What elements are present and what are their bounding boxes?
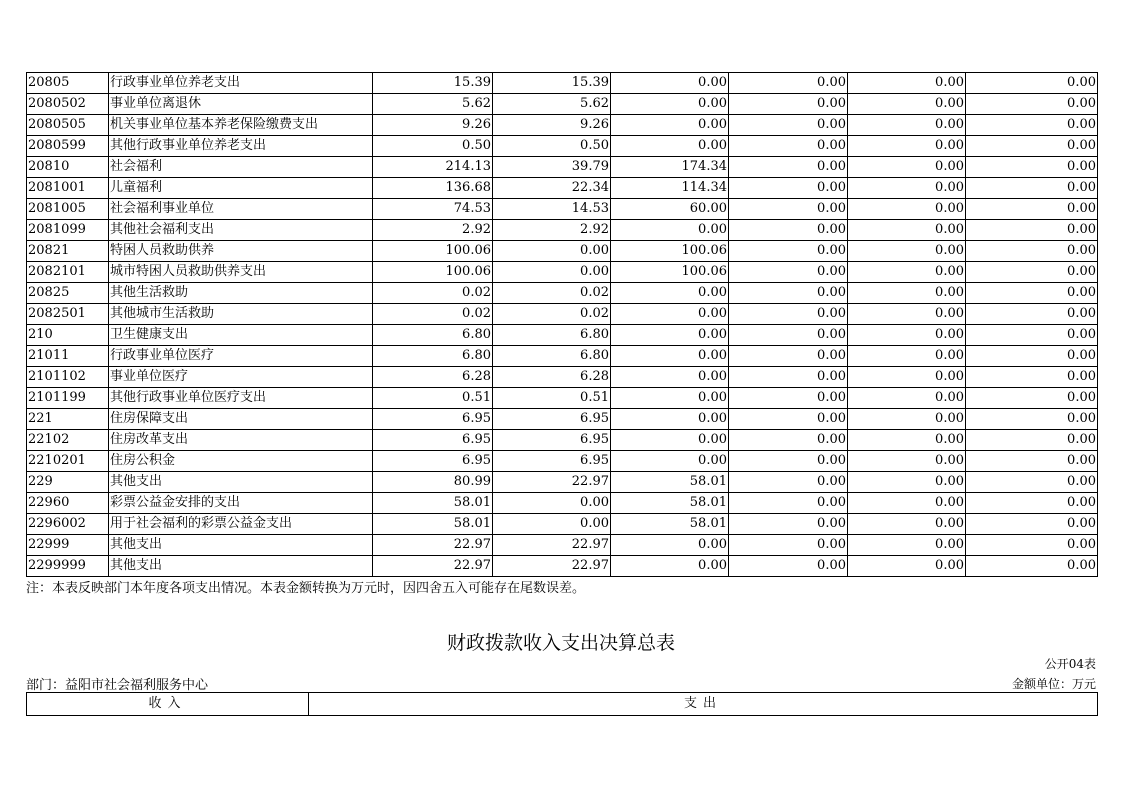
row-value: 0.00 [848, 388, 966, 409]
row-value: 0.00 [493, 514, 611, 535]
table-row [27, 178, 1098, 199]
row-value: 136.68 [373, 178, 493, 199]
row-value: 0.00 [729, 262, 848, 283]
row-value: 0.00 [729, 493, 848, 514]
row-value: 6.80 [373, 325, 493, 346]
row-name: 彩票公益金安排的支出 [109, 493, 373, 514]
table-row [27, 451, 1098, 472]
row-value: 39.79 [493, 157, 611, 178]
row-value: 22.97 [493, 472, 611, 493]
table-row [27, 535, 1098, 556]
row-name: 行政事业单位医疗 [109, 346, 373, 367]
row-value: 0.00 [848, 472, 966, 493]
row-value: 0.00 [611, 304, 729, 325]
row-value: 58.01 [611, 493, 729, 514]
table-row [27, 241, 1098, 262]
row-value: 6.28 [373, 367, 493, 388]
row-value: 0.00 [729, 220, 848, 241]
row-value: 6.95 [373, 409, 493, 430]
row-code: 2080502 [27, 94, 109, 115]
table-row [27, 304, 1098, 325]
row-code: 2082501 [27, 304, 109, 325]
row-value: 0.00 [611, 556, 729, 577]
row-value: 0.00 [729, 346, 848, 367]
row-value: 0.00 [848, 535, 966, 556]
row-name: 其他支出 [109, 556, 373, 577]
row-value: 0.00 [966, 115, 1098, 136]
row-value: 0.00 [729, 304, 848, 325]
row-name: 住房改革支出 [109, 430, 373, 451]
row-value: 0.00 [729, 388, 848, 409]
row-value: 0.02 [493, 304, 611, 325]
row-value: 22.97 [373, 556, 493, 577]
row-value: 0.00 [729, 94, 848, 115]
row-name: 社会福利 [109, 157, 373, 178]
row-code: 210 [27, 325, 109, 346]
row-value: 0.51 [493, 388, 611, 409]
row-value: 0.00 [493, 262, 611, 283]
table-row [27, 94, 1098, 115]
row-name: 事业单位医疗 [109, 367, 373, 388]
row-value: 58.01 [373, 493, 493, 514]
row-value: 0.00 [611, 73, 729, 94]
row-value: 0.00 [848, 136, 966, 157]
row-value: 0.00 [848, 220, 966, 241]
row-value: 0.00 [848, 73, 966, 94]
row-value: 0.00 [611, 220, 729, 241]
row-value: 0.00 [729, 556, 848, 577]
row-value: 0.00 [848, 514, 966, 535]
row-value: 0.00 [848, 430, 966, 451]
row-name: 机关事业单位基本养老保险缴费支出 [109, 115, 373, 136]
row-code: 2080505 [27, 115, 109, 136]
row-value: 6.80 [373, 346, 493, 367]
row-code: 2081099 [27, 220, 109, 241]
row-value: 0.00 [848, 241, 966, 262]
row-value: 6.95 [373, 451, 493, 472]
row-code: 2101102 [27, 367, 109, 388]
row-name: 其他行政事业单位养老支出 [109, 136, 373, 157]
row-code: 20805 [27, 73, 109, 94]
row-value: 0.00 [848, 493, 966, 514]
row-name: 事业单位离退休 [109, 94, 373, 115]
row-code: 229 [27, 472, 109, 493]
row-value: 0.00 [729, 283, 848, 304]
row-value: 0.00 [848, 199, 966, 220]
table-row [27, 73, 1098, 94]
row-value: 0.00 [848, 115, 966, 136]
row-value: 0.00 [966, 556, 1098, 577]
row-value: 0.00 [729, 430, 848, 451]
row-code: 2210201 [27, 451, 109, 472]
row-value: 5.62 [493, 94, 611, 115]
row-code: 2296002 [27, 514, 109, 535]
table-row [27, 493, 1098, 514]
row-value: 0.00 [966, 472, 1098, 493]
row-value: 2.92 [373, 220, 493, 241]
row-code: 2081005 [27, 199, 109, 220]
row-value: 0.00 [966, 283, 1098, 304]
row-value: 0.00 [729, 325, 848, 346]
row-value: 0.00 [729, 409, 848, 430]
row-value: 0.00 [611, 325, 729, 346]
table-row [27, 430, 1098, 451]
income-header: 收入 [27, 693, 309, 716]
row-value: 0.00 [611, 451, 729, 472]
row-value: 60.00 [611, 199, 729, 220]
row-value: 58.01 [373, 514, 493, 535]
row-value: 0.02 [373, 283, 493, 304]
row-value: 0.00 [611, 409, 729, 430]
row-value: 174.34 [611, 157, 729, 178]
table-row [27, 220, 1098, 241]
table-row [27, 325, 1098, 346]
row-value: 14.53 [493, 199, 611, 220]
row-value: 0.00 [729, 178, 848, 199]
row-value: 0.00 [611, 115, 729, 136]
row-value: 58.01 [611, 514, 729, 535]
table-row [27, 262, 1098, 283]
department-label: 部门：益阳市社会福利服务中心 [26, 678, 209, 693]
row-value: 0.00 [729, 241, 848, 262]
row-value: 0.00 [729, 514, 848, 535]
row-value: 0.00 [611, 94, 729, 115]
row-value: 0.00 [966, 304, 1098, 325]
table-row [27, 115, 1098, 136]
page-title: 财政拨款收入支出决算总表 [446, 632, 675, 654]
row-value: 214.13 [373, 157, 493, 178]
row-value: 6.80 [493, 346, 611, 367]
row-value: 0.00 [729, 73, 848, 94]
row-value: 0.00 [966, 451, 1098, 472]
table-row [27, 157, 1098, 178]
row-value: 0.00 [966, 409, 1098, 430]
row-value: 0.00 [848, 283, 966, 304]
row-name: 其他城市生活救助 [109, 304, 373, 325]
row-value: 0.00 [729, 472, 848, 493]
row-value: 0.00 [966, 346, 1098, 367]
expenditure-table [26, 72, 1098, 577]
row-value: 15.39 [493, 73, 611, 94]
row-value: 0.00 [848, 325, 966, 346]
row-value: 58.01 [611, 472, 729, 493]
row-value: 0.00 [848, 346, 966, 367]
row-name: 其他支出 [109, 535, 373, 556]
row-value: 22.34 [493, 178, 611, 199]
row-value: 0.00 [966, 367, 1098, 388]
table-row [27, 136, 1098, 157]
row-value: 0.00 [729, 535, 848, 556]
row-value: 0.00 [966, 199, 1098, 220]
row-value: 0.00 [848, 304, 966, 325]
row-value: 0.00 [729, 367, 848, 388]
row-value: 0.00 [729, 451, 848, 472]
row-value: 0.00 [729, 157, 848, 178]
row-code: 22960 [27, 493, 109, 514]
row-value: 0.00 [966, 262, 1098, 283]
table-row [27, 346, 1098, 367]
row-code: 221 [27, 409, 109, 430]
row-name: 住房公积金 [109, 451, 373, 472]
table-row [27, 514, 1098, 535]
row-value: 100.06 [373, 241, 493, 262]
row-value: 0.00 [966, 241, 1098, 262]
row-value: 0.00 [966, 430, 1098, 451]
row-value: 0.00 [729, 115, 848, 136]
row-value: 0.00 [729, 136, 848, 157]
row-value: 9.26 [493, 115, 611, 136]
row-name: 其他支出 [109, 472, 373, 493]
row-value: 0.00 [611, 136, 729, 157]
row-name: 其他生活救助 [109, 283, 373, 304]
row-value: 0.00 [966, 514, 1098, 535]
row-value: 0.00 [966, 157, 1098, 178]
row-value: 6.95 [493, 409, 611, 430]
row-value: 2.92 [493, 220, 611, 241]
row-name: 用于社会福利的彩票公益金支出 [109, 514, 373, 535]
row-value: 0.00 [848, 367, 966, 388]
row-value: 0.00 [966, 73, 1098, 94]
row-value: 0.00 [848, 262, 966, 283]
row-code: 20821 [27, 241, 109, 262]
row-code: 2081001 [27, 178, 109, 199]
row-value: 74.53 [373, 199, 493, 220]
row-name: 城市特困人员救助供养支出 [109, 262, 373, 283]
row-value: 0.00 [848, 556, 966, 577]
row-value: 0.00 [493, 241, 611, 262]
row-name: 住房保障支出 [109, 409, 373, 430]
row-value: 0.00 [966, 220, 1098, 241]
row-value: 0.00 [966, 493, 1098, 514]
row-value: 0.00 [966, 136, 1098, 157]
row-value: 0.00 [848, 409, 966, 430]
row-name: 特困人员救助供养 [109, 241, 373, 262]
row-value: 0.00 [493, 493, 611, 514]
row-value: 0.00 [848, 94, 966, 115]
table-row [27, 367, 1098, 388]
row-value: 0.00 [611, 430, 729, 451]
row-code: 22999 [27, 535, 109, 556]
row-value: 0.00 [611, 367, 729, 388]
row-value: 100.06 [611, 262, 729, 283]
row-value: 0.00 [966, 325, 1098, 346]
row-code: 2101199 [27, 388, 109, 409]
row-value: 0.00 [848, 451, 966, 472]
row-value: 0.00 [611, 388, 729, 409]
row-value: 0.00 [611, 346, 729, 367]
row-code: 2082101 [27, 262, 109, 283]
row-value: 0.00 [966, 535, 1098, 556]
table-row [27, 199, 1098, 220]
row-value: 100.06 [611, 241, 729, 262]
row-value: 0.02 [493, 283, 611, 304]
row-value: 0.00 [729, 199, 848, 220]
row-name: 社会福利事业单位 [109, 199, 373, 220]
row-code: 2299999 [27, 556, 109, 577]
row-value: 100.06 [373, 262, 493, 283]
row-value: 0.00 [966, 388, 1098, 409]
row-value: 0.51 [373, 388, 493, 409]
row-value: 22.97 [493, 556, 611, 577]
row-value: 6.95 [373, 430, 493, 451]
row-value: 0.00 [848, 178, 966, 199]
row-value: 0.50 [493, 136, 611, 157]
row-value: 0.00 [966, 94, 1098, 115]
row-value: 6.95 [493, 430, 611, 451]
row-value: 5.62 [373, 94, 493, 115]
row-name: 其他社会福利支出 [109, 220, 373, 241]
row-value: 0.00 [966, 178, 1098, 199]
row-value: 22.97 [493, 535, 611, 556]
row-value: 6.28 [493, 367, 611, 388]
table-row [27, 388, 1098, 409]
row-value: 0.00 [611, 535, 729, 556]
unit-label: 金额单位：万元 [1011, 677, 1096, 691]
row-code: 21011 [27, 346, 109, 367]
form-number: 公开04表 [1044, 657, 1096, 671]
row-code: 20810 [27, 157, 109, 178]
table-note: 注：本表反映部门本年度各项支出情况。本表金额转换为万元时，因四舍五入可能存在尾数误差。 [26, 581, 586, 596]
row-name: 儿童福利 [109, 178, 373, 199]
table-row [27, 472, 1098, 493]
row-value: 15.39 [373, 73, 493, 94]
summary-header-table [26, 692, 1098, 716]
row-value: 114.34 [611, 178, 729, 199]
row-code: 22102 [27, 430, 109, 451]
row-name: 行政事业单位养老支出 [109, 73, 373, 94]
row-name: 卫生健康支出 [109, 325, 373, 346]
row-value: 0.00 [848, 157, 966, 178]
row-code: 20825 [27, 283, 109, 304]
row-value: 0.50 [373, 136, 493, 157]
row-value: 0.00 [611, 283, 729, 304]
table-row [27, 409, 1098, 430]
row-value: 0.02 [373, 304, 493, 325]
row-value: 6.95 [493, 451, 611, 472]
row-value: 6.80 [493, 325, 611, 346]
expense-header: 支出 [309, 693, 1098, 716]
table-row [27, 283, 1098, 304]
row-code: 2080599 [27, 136, 109, 157]
row-value: 80.99 [373, 472, 493, 493]
row-value: 9.26 [373, 115, 493, 136]
row-value: 22.97 [373, 535, 493, 556]
table-row [27, 556, 1098, 577]
row-name: 其他行政事业单位医疗支出 [109, 388, 373, 409]
